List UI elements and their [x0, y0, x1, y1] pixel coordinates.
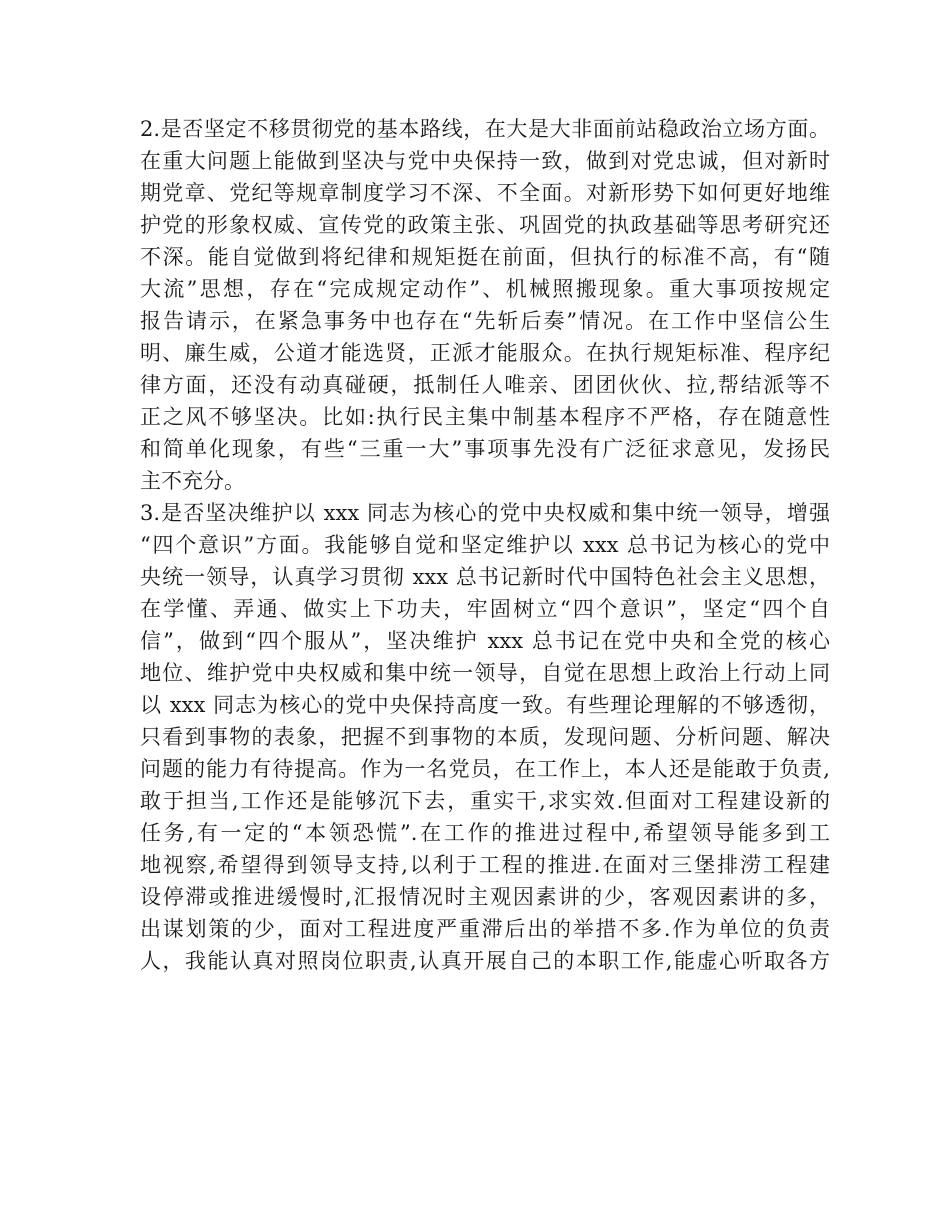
- paragraph-2: [140, 497, 830, 977]
- body-text: [140, 113, 830, 977]
- text-line: 问题的能力有待提高。作为一名党员，在工作上，本人还是能敢于负责,: [140, 757, 830, 781]
- text-line: 主不充分。: [140, 469, 245, 493]
- text-line: 地视察,希望得到领导支持,以利于工程的推进.在面对三堡排涝工程建: [140, 853, 830, 877]
- text-line: 大流”思想，存在“完成规定动作”、机械照搬现象。重大事项按规定: [140, 277, 830, 301]
- text-line: “四个意识”方面。我能够自觉和坚定维护以 xxx 总书记为核心的党中: [140, 533, 830, 557]
- text-line: 正之风不够坚决。比如:执行民主集中制基本程序不严格，存在随意性: [140, 405, 830, 429]
- text-line: 设停滞或推进缓慢时,汇报情况时主观因素讲的少，客观因素讲的多，: [140, 885, 830, 909]
- text-line: 人，我能认真对照岗位职责,认真开展自己的本职工作,能虚心听取各方: [140, 949, 830, 973]
- text-line: 在重大问题上能做到坚决与党中央保持一致，做到对党忠诚，但对新时: [140, 149, 830, 173]
- text-line: 敢于担当,工作还是能够沉下去，重实干,求实效.但面对工程建设新的: [140, 789, 830, 813]
- text-line: 律方面，还没有动真碰硬，抵制任人唯亲、团团伙伙、拉,帮结派等不: [140, 373, 830, 397]
- text-line: 在学懂、弄通、做实上下功夫，牢固树立“四个意识”，坚定“四个自: [140, 597, 830, 621]
- text-line: 不深。能自觉做到将纪律和规矩挺在前面，但执行的标准不高，有“随: [140, 245, 830, 269]
- paragraph-1: [140, 113, 830, 497]
- text-line: 2.是否坚定不移贯彻党的基本路线，在大是大非面前站稳政治立场方面。: [140, 117, 830, 141]
- text-line: 和简单化现象，有些“三重一大”事项事先没有广泛征求意见，发扬民: [140, 437, 830, 461]
- text-line: 出谋划策的少，面对工程进度严重滞后出的举措不多.作为单位的负责: [140, 917, 830, 941]
- text-line: 以 xxx 同志为核心的党中央保持高度一致。有些理论理解的不够透彻，: [140, 693, 830, 717]
- text-line: 信”，做到“四个服从”，坚决维护 xxx 总书记在党中央和全党的核心: [140, 629, 830, 653]
- text-line: 期党章、党纪等规章制度学习不深、不全面。对新形势下如何更好地维: [140, 181, 830, 205]
- text-line: 只看到事物的表象，把握不到事物的本质，发现问题、分析问题、解决: [140, 725, 830, 749]
- text-line: 任务,有一定的“本领恐慌”.在工作的推进过程中,希望领导能多到工: [140, 821, 830, 845]
- text-line: 央统一领导，认真学习贯彻 xxx 总书记新时代中国特色社会主义思想，: [140, 565, 830, 589]
- text-line: 护党的形象权威、宣传党的政策主张、巩固党的执政基础等思考研究还: [140, 213, 830, 237]
- text-line: 地位、维护党中央权威和集中统一领导，自觉在思想上政治上行动上同: [140, 661, 830, 685]
- text-line: 明、廉生威，公道才能选贤，正派才能服众。在执行规矩标准、程序纪: [140, 341, 830, 365]
- text-line: 3.是否坚决维护以 xxx 同志为核心的党中央权威和集中统一领导，增强: [140, 501, 830, 525]
- text-line: 报告请示，在紧急事务中也存在“先斩后奏”情况。在工作中坚信公生: [140, 309, 830, 333]
